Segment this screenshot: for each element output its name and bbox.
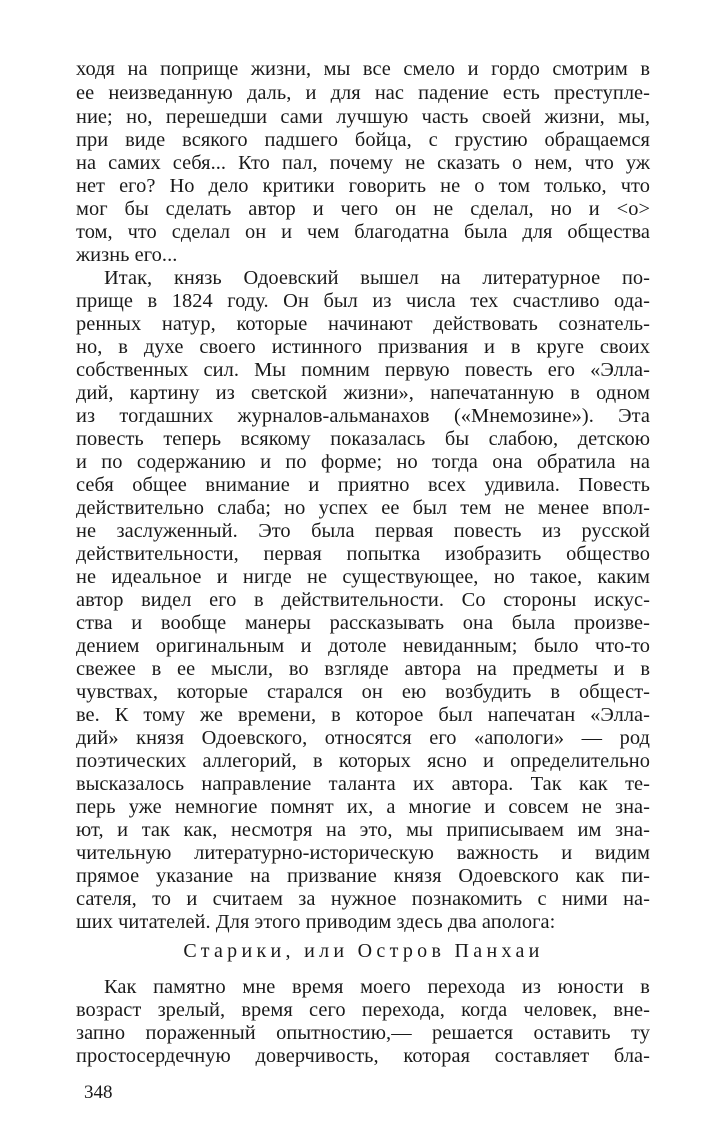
text-line: Как памятно мне время моего перехода из юности в xyxy=(104,976,650,998)
text-line: действительности, первая попытка изобразить общество xyxy=(76,543,650,565)
text-line: перь уже немногие помнят их, а многие и совсем не зна- xyxy=(76,796,650,818)
text-line: сателя, то и считаем за нужное познакомить с ними на- xyxy=(76,888,650,910)
text-line: чувствах, которые старался он ею возбудить в общест- xyxy=(76,681,650,703)
text-line: дий, картину из светской жизни», напечатанную в одном xyxy=(76,382,650,404)
text-line: не идеальное и нигде не существующее, но такое, каким xyxy=(76,566,650,588)
text-line: запно пораженный опытностию,— решается оставить ту xyxy=(76,1022,650,1044)
text-line: ходя на поприще жизни, мы все смело и гордо смотрим в xyxy=(76,58,650,80)
text-line: ее неизведанную даль, и для нас падение есть преступле- xyxy=(76,82,650,104)
text-line: свежее в ее мысли, во взгляде автора на предметы и в xyxy=(76,658,650,680)
text-line: дением оригинальным и дотоле невиданным; было что-то xyxy=(76,635,650,657)
text-line: ние; но, перешедши сами лучшую часть своей жизни, мы, xyxy=(76,106,650,128)
text-line: дий» князя Одоевского, относятся его «апологи» — род xyxy=(76,727,650,749)
text-line: и по содержанию и по форме; но тогда она обратила на xyxy=(76,451,650,473)
text-line: ве. К тому же времени, в которое был напечатан «Элла- xyxy=(76,704,650,726)
text-line: на самих себя... Кто пал, почему не сказать о нем, что уж xyxy=(76,152,650,174)
text-line: прямое указание на призвание князя Одоевского как пи- xyxy=(76,865,650,887)
text-line: прище в 1824 году. Он был из числа тех счастливо ода- xyxy=(76,290,650,312)
text-line: при виде всякого падшего бойца, с грустию обращаемся xyxy=(76,129,650,151)
text-line: Итак, князь Одоевский вышел на литературное по- xyxy=(104,267,650,289)
text-line: действительно слаба; но успех ее был тем не менее впол- xyxy=(76,497,650,519)
text-line: но, в духе своего истинного призвания и в круге своих xyxy=(76,336,650,358)
text-line: нет его? Но дело критики говорить не о том только, что xyxy=(76,175,650,197)
text-line: ренных натур, которые начинают действовать сознатель- xyxy=(76,313,650,335)
text-line: чительную литературно-историческую важность и видим xyxy=(76,842,650,864)
text-line: ства и вообще манеры рассказывать она была произве- xyxy=(76,612,650,634)
text-line: возраст зрелый, время сего перехода, когда человек, вне- xyxy=(76,999,650,1021)
text-line: ют, и так как, несмотря на это, мы приписываем им зна- xyxy=(76,819,650,841)
text-line: ших читателей. Для этого приводим здесь два аполога: xyxy=(76,911,556,933)
text-line: собственных сил. Мы помним первую повесть его «Элла- xyxy=(76,359,650,381)
text-line: мог бы сделать автор и чего он не сделал, но и <о> xyxy=(76,198,650,220)
page-number: 348 xyxy=(84,1082,113,1103)
text-line: простосердечную доверчивость, которая составляет бла- xyxy=(76,1045,650,1067)
text-line: повесть теперь всякому показалась бы слабою, детскою xyxy=(76,428,650,450)
text-line: не заслуженный. Это была первая повесть из русской xyxy=(76,520,650,542)
text-line: высказалось направление таланта их автора. Так как те- xyxy=(76,773,650,795)
section-heading: Старики, или Остров Панхаи xyxy=(183,940,544,962)
text-line: из тогдашних журналов-альманахов («Мнемозине»). Эта xyxy=(76,405,650,427)
text-line: автор видел его в действительности. Со стороны искус- xyxy=(76,589,650,611)
text-line: жизнь его... xyxy=(76,244,178,266)
text-line: себя общее внимание и приятно всех удивила. Повесть xyxy=(76,474,650,496)
text-line: поэтических аллегорий, в которых ясно и определительно xyxy=(76,750,650,772)
text-line: том, что сделал он и чем благодатна была для общества xyxy=(76,221,650,243)
